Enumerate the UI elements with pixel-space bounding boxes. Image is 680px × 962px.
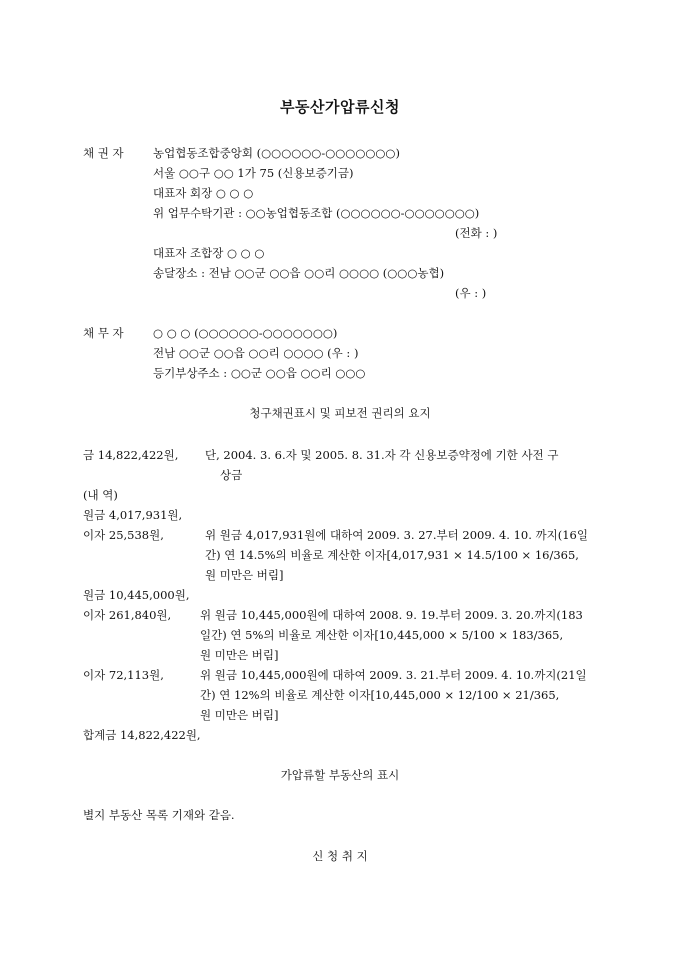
creditor-trustee: 위 업무수탁기관 : ○○농업협동조합 (○○○○○○-○○○○○○○) [153,206,480,220]
principal-1: 원금 4,017,931원, [83,508,183,522]
trustee-representative: 대표자 조합장 ○ ○ ○ [153,246,265,260]
debtor-registry-address: 등기부상주소 : ○○군 ○○읍 ○○리 ○○○ [153,366,366,380]
interest-1-line3: 원 미만은 버림] [205,568,284,582]
creditor-name: 농업협동조합중앙회 (○○○○○○-○○○○○○○) [153,146,400,160]
property-text: 별지 부동산 목록 기재와 같음. [83,808,235,822]
interest-2-line2: 일간) 연 5%의 비율로 계산한 이자[10,445,000 × 5/100 × 183/365, [200,628,564,642]
claim-total: 합계금 14,822,422원, [83,728,201,742]
claim-amount: 금 14,822,422원, [83,448,179,462]
creditor-postal: (우 : ) [455,286,487,300]
breakdown-label: (내 역) [83,488,118,502]
creditor-address: 서울 ○○구 ○○ 1가 75 (신용보증기금) [153,166,354,180]
interest-2-line3: 원 미만은 버림] [200,648,279,662]
debtor-name: ○ ○ ○ (○○○○○○-○○○○○○○) [153,326,338,340]
interest-3-line2: 간) 연 12%의 비율로 계산한 이자[10,445,000 × 12/100 × 21/365, [200,688,560,702]
creditor-representative: 대표자 회장 ○ ○ ○ [153,186,254,200]
interest-2-label: 이자 261,840원, [83,608,172,622]
property-section-title: 가압류할 부동산의 표시 [280,768,400,782]
interest-1-line1: 위 원금 4,017,931원에 대하여 2009. 3. 27.부터 2009. 4. 10. 까지(16일 [205,528,588,542]
creditor-phone: (전화 : ) [455,226,498,240]
purpose-title: 신 청 취 지 [312,849,368,863]
interest-3-line1: 위 원금 10,445,000원에 대하여 2009. 3. 21.부터 2009. 4. 10.까지(21일 [200,668,587,682]
creditor-delivery-address: 송달장소 : 전남 ○○군 ○○읍 ○○리 ○○○○ (○○○농협) [153,266,445,280]
claim-description-line1: 단, 2004. 3. 6.자 및 2005. 8. 31.자 각 신용보증약정에 기한 사전 구 [205,448,559,462]
debtor-address: 전남 ○○군 ○○읍 ○○리 ○○○○ (우 : ) [153,346,359,360]
interest-3-line3: 원 미만은 버림] [200,708,279,722]
interest-1-line2: 간) 연 14.5%의 비율로 계산한 이자[4,017,931 × 14.5/100 × 16/365, [205,548,579,562]
interest-2-line1: 위 원금 10,445,000원에 대하여 2008. 9. 19.부터 2009. 3. 20.까지(183 [200,608,583,622]
claim-section-title: 청구채권표시 및 피보전 권리의 요지 [249,406,431,420]
interest-1-label: 이자 25,538원, [83,528,164,542]
creditor-label: 채 권 자 [83,146,124,160]
principal-2: 원금 10,445,000원, [83,588,190,602]
interest-3-label: 이자 72,113원, [83,668,164,682]
debtor-label: 채 무 자 [83,326,124,340]
claim-description-line2: 상금 [220,468,243,482]
document-title: 부동산가압류신청 [280,98,400,116]
